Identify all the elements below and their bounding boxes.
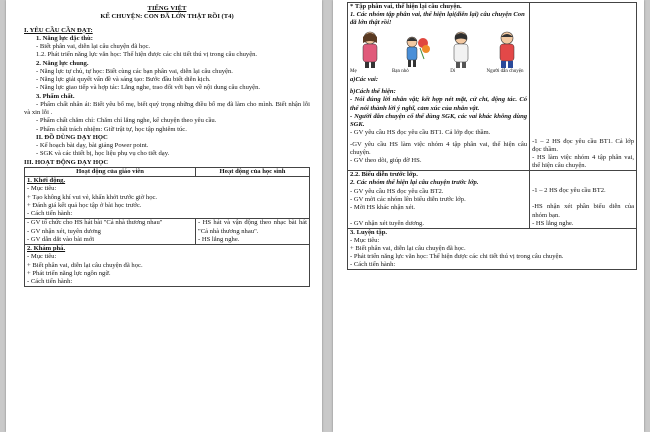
column-header-student: Hoạt động của học sinh <box>196 167 310 176</box>
text-line: - Biết phân vai, diễn lại câu chuyện đã học. <box>36 43 151 50</box>
text-line: - Phẩm chất nhân ái: Biết yêu bố mẹ, biết quý trọng những điều bố mẹ đã làm cho mình. Biết nhận lỗi và xin lỗi . <box>24 100 310 116</box>
table-row <box>348 171 637 229</box>
table-header-row <box>25 167 310 176</box>
subheading-general-competence: 2. Năng lực chung. <box>36 59 89 67</box>
student-activity: -1 – 2 HS đọc yêu cầu BT1. Cả lớp đọc thầm. <box>532 138 634 154</box>
text-line: + Biết phân vai, diễn lại câu chuyện đã học. <box>27 261 143 269</box>
roles-label: a)Các vai: <box>350 76 379 84</box>
table-row <box>348 228 637 269</box>
page-left-content <box>24 5 310 287</box>
exercise-1-prompt: 1. Các nhóm tập phân vai, thể hiện lại(diễn lại) câu chuyện Con đã lớn thật rồi! <box>350 11 525 27</box>
teacher-activity: - GV yêu cầu HS đọc yêu cầu BT1. Cả lớp đọc thầm. <box>350 128 491 136</box>
text-line: - Kế hoạch bài dạy, bài giảng Power point. <box>36 142 149 149</box>
narrator-instruction: - Người dẫn chuyện cố thể dùng SGK, các vai khác không dùng SGK. <box>350 112 528 128</box>
text-line: - Năng lực giải quyết vấn đề và sáng tạo: Bước đầu biết diễn kịch. <box>36 76 211 83</box>
character-illustrations <box>350 29 527 69</box>
activities-table-left <box>24 167 310 288</box>
text-line: + Phát triển năng lực ngôn ngữ. <box>27 269 111 277</box>
performance-instruction: - Nói đúng lời nhân vật; kết hợp nét mặt, cử chỉ, động tác. Có thể nói thành lời ý nghĩ, cảm xúc của nhân vật. <box>350 96 528 112</box>
text-line: - Năng lực tự chủ, tự học: Biết cùng các bạn phân vai, diễn lại câu chuyện. <box>36 67 233 75</box>
student-activity: - HS làm việc nhóm 4 tập phân vai, thể hiện câu chuyện. <box>532 154 634 170</box>
text-line: + Tạo không khí vui vẻ, khấn khởi trước giờ học. <box>27 193 158 201</box>
student-activity: - HS lắng nghe. <box>532 219 574 227</box>
text-line: - Cách tiến hành: <box>27 278 73 285</box>
section-heading-activities: III. HOẠT ĐỘNG DẠY HỌC <box>24 158 109 166</box>
teacher-activity: - GV theo dõi, giúp đỡ HS. <box>350 157 422 165</box>
child-illustration <box>396 29 436 69</box>
teacher-activity: - GV nhận xét tuyên dương. <box>350 219 424 227</box>
text-line: - Cách tiến hành: <box>27 210 73 217</box>
illustration-captions <box>350 69 527 75</box>
text-line: 1.2. Phát triển năng lực văn học: Thể hiện được các chi tiết thú vị trong câu chuyện. <box>36 51 258 59</box>
teacher-activity: - GV mời các nhóm lên biểu diễn trước lớp. <box>350 195 466 203</box>
text-line: - Phẩm chất chăm chỉ: Chăm chỉ lắng nghe, kể chuyện theo yêu cầu. <box>36 117 217 125</box>
exercise-2-prompt: 2. Các nhóm thể hiện lại câu chuyện trước lớp. <box>350 179 479 187</box>
table-row <box>25 177 310 219</box>
caption-narrator: Người dẫn chuyện <box>486 69 524 75</box>
subheading-qualities: 3. Phẩm chất. <box>36 92 75 100</box>
activity-heading-roleplay: * Tập phân vai, thể hiện lại câu chuyện. <box>350 3 462 10</box>
caption-aunt: Dì <box>450 69 456 75</box>
text-line: - Phát triển năng lực văn học: Thể hiện được các chi tiết thú vị trong câu chuyện. <box>350 253 564 261</box>
document-page-right <box>333 0 644 432</box>
subject-heading: TIẾNG VIỆT <box>147 5 187 12</box>
student-activity: -HS nhận xét phần biểu diễn của nhóm bạn. <box>532 203 634 219</box>
student-activity: - HS lắng nghe. <box>198 235 240 243</box>
mother-illustration <box>350 29 390 69</box>
activity-heading-explore: 2. Khám phá. <box>27 245 66 252</box>
teacher-activity: - GV dẫn dắt vào bài mới <box>27 235 95 243</box>
teacher-activity: - Mời HS khác nhận xét. <box>350 203 416 211</box>
activity-heading-warmup: 1. Khởi động. <box>27 177 66 184</box>
caption-child: Bạn nhỏ <box>391 69 409 75</box>
student-activity: - HS hát và vận động theo nhạc bài hát "Cả nhà thương nhau". <box>198 219 307 235</box>
text-line: - Phẩm chất trách nhiệm: Giữ trật tự, học tập nghiêm túc. <box>36 125 187 133</box>
lesson-title: KỂ CHUYỆN: CON ĐÃ LỚN THẬT RỒI (T4) <box>100 13 234 21</box>
text-line: - Mục tiêu: <box>350 237 380 245</box>
teacher-activity: - GV nhận xét, tuyên dương <box>27 227 101 235</box>
page-right-content <box>347 2 637 270</box>
activities-table-right <box>347 2 637 270</box>
activity-heading-perform: 2.2. Biểu diễn trước lớp. <box>350 171 418 179</box>
text-line: - Cách tiến hành: <box>350 261 396 269</box>
column-header-teacher: Hoạt động của giáo viên <box>25 167 196 176</box>
narrator-illustration <box>487 29 527 69</box>
text-line: - Năng lực giao tiếp và hợp tác: Lắng nghe, trao đổi với bạn về nội dung câu chuyện. <box>36 84 261 92</box>
subheading-specific-competence: 1. Năng lực đặc thù: <box>36 34 93 42</box>
table-row <box>25 245 310 287</box>
text-line: + Đánh giá kết quả học tập ở bài học trước. <box>27 201 142 209</box>
section-heading-materials: II. ĐỒ DÙNG DẠY HỌC <box>36 133 108 141</box>
section-heading-requirements: I. YÊU CẦU CẦN ĐẠT: <box>24 26 93 34</box>
table-row <box>348 3 637 171</box>
text-line: - Mục tiêu: <box>27 253 57 261</box>
teacher-activity: -GV yêu cầu HS làm việc nhóm 4 tập phân vai, thể hiện câu chuyện. <box>350 140 528 157</box>
text-line: + Biết phân vai, diễn lại câu chuyện đã học. <box>350 245 466 253</box>
activity-heading-practice: 3. Luyện tập. <box>350 228 388 236</box>
teacher-activity: - GV tổ chức cho HS hát bài "Cả nhà thương nhau" <box>27 219 163 227</box>
student-activity: -1 – 2 HS đọc yêu cầu BT2. <box>532 187 606 195</box>
teacher-activity: - GV yêu cầu HS đọc yêu cầu BT2. <box>350 187 444 195</box>
table-row <box>25 219 310 245</box>
caption-mother: Mẹ <box>350 69 357 75</box>
aunt-illustration <box>441 29 481 69</box>
text-line: - Mục tiêu: <box>27 185 57 193</box>
document-page-left <box>6 0 322 432</box>
performance-label: b)Cách thể hiện: <box>350 88 396 96</box>
text-line: - SGK và các thiết bị, học liệu phụ vụ cho tiết dạy. <box>36 150 170 158</box>
